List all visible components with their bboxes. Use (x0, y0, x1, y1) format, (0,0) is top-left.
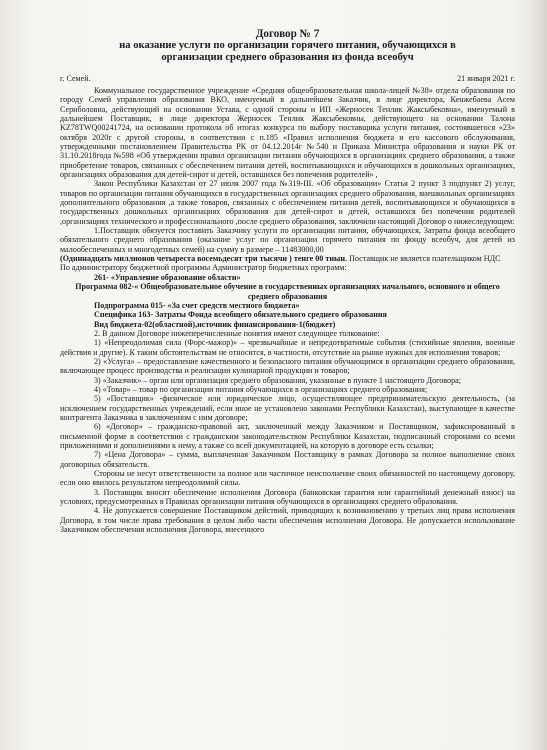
definition-item: 4) «Товар» – товар по организации питания обучающихся в организациях среднего образования; (94, 384, 428, 394)
contract-date: 21 января 2021 г. (457, 73, 515, 83)
page-edge-shadow (529, 0, 547, 750)
definition-item: 7) «Цена Договора» – сумма, выплаченная Заказчиком Поставщику в рамках Договора за полное выполнение своих договорных обязательств. (60, 450, 515, 469)
definition-item: 1) «Непреодолимая сила (Форс-мажор)» – чрезвычайные и непредотвратимые события (стихийные явления, военные действия и другие). К таким обстоятельствам не относится, в частности, отсутствие на рынке нужных для исполнения товаров; (60, 338, 515, 357)
budget-specifics: Специфика 163- Затраты Фонда всеобщего обязательного среднего образования (94, 310, 387, 320)
definition-item: 2) «Услуга» – предоставление качественного и безопасного питания обучающимся в организации среднего образования, включающее процесс производства и реализации кулинарной продукции и товаров; (60, 356, 515, 376)
budget-type: Вид бюджета-02(областной),источник финансирования-1(бюджет) (94, 319, 336, 329)
subject-paragraph: 1.Поставщик обязуется поставить Заказчику услуги по организации питания, обучающихся, Затраты фонда всеобщего обязательного среднего образования (оказание услуг по организации горячего питания по фонду всеобуч, для детей из малообеспеченных и многодетных семей) на сумму в размере – 11483000,00 (60, 226, 515, 254)
parties-paragraph: Коммунальное государственное учреждение «Средняя общеобразовательная школа-лицей №38» отдела образования по городу Семей управления образования ВКО, именуемый в дальнейшем Заказчик, в лице директора, Кенжебаева Асем Сериболовна, действующий на основании Устава, с одной стороны и ИП «Жерносек Тенлик Жаксыбековна», именуемый в дальнейшем Поставщик, в лице директора Жерносек Тенлик Жаксыбековны, действующего на основании Талона KZ78TWQ00241724, на основании протокола об итогах конкурса по выбору поставщика услуги питания, состоявшегося «23» октября 2020г с другой стороны, в соответствии с п.185 «Правил исполнения бюджета и его кассового обслуживания, утвержденными постановлением Правительства РК от 04.12.2014г №540 и Приказа Министра образования и науки РК от 31.10.2018года №598 «Об утверждении правил организации питания обучающихся в организациях среднего образования, а также приобретение товаров, связанных с обеспечением питания детей, воспитывающихся и обучающихся в дошкольных организациях, организациях образования для детей-сирот и детей, оставшихся без попечения родителей» , (60, 85, 515, 180)
contract-subject-line-2: организации среднего образования из фонда всеобуч (161, 52, 414, 64)
admin-line: По администратору бюджетной программы Администратор бюджетных программ: (60, 263, 347, 273)
contract-title (60, 28, 515, 65)
law-paragraph: Закон Республики Казахстан от 27 июля 2007 года №319-III. «Об образовании» Статья 2 пункт 3 подпункт 2) услуг, товаров по организации питания обучающихся в государственных организациях среднего образования, внешкольных организациях дополнительного образования ,а также товаров, связанных с обеспечением питания детей, воспитывающихся и обучающихся в государственных дошкольных организациях образования для детей-сирот и детей, оставшихся без попечения родителей ,организациях технического и профессионального ,после среднего образования, заключили настоящий Договор о нижеследующем: (60, 179, 515, 226)
definition-item: 6) «Договор» – гражданско-правовой акт, заключенный между Заказчиком и Поставщиком, зафиксированный в письменной форме в соответствии с гражданским законодательством Республики Казахстан, подписанный сторонами со всеми приложениями и дополнениями к нему, а также со всей документацией, на которую в договоре есть ссылки; (60, 422, 515, 451)
force-majeure-paragraph: Стороны не несут ответственности за полное или частичное неисполнение своих обязанностей по настоящему договору, если оно явилось результатом непреодолимой силы. (60, 469, 515, 488)
definition-item: 3) «Заказчик» – орган или организация среднего образования, указанные в пункте 1 настоящего Договора; (94, 375, 461, 385)
definitions-intro: 2. В данном Договоре нижеперечисленные понятия имеют следующее толкование: (94, 328, 380, 338)
contract-number: Договор № 7 (255, 28, 320, 40)
contract-document (60, 28, 515, 534)
budget-admin: 261- «Управление образование области» (94, 272, 241, 282)
definition-item: 5) «Поставщик» -физическое или юридическое лицо, осуществляющее предпринимательскую деятельность, (за исключением государственных учреждений, если иное не установлено законами Республики Казахстан), выступающее в качестве контрагента Заказчика в заключенном с ним договоре; (60, 394, 515, 422)
security-paragraph: 3. Поставщик вносит обеспечение исполнения Договора (банковская гарантия или гарантийный денежный взнос) на условиях, предусмотренных в Правилах организации питания обучающихся в организациях среднего образования. (60, 487, 515, 507)
vat-note: Поставщик не является плательщиком НДС (349, 254, 501, 264)
amount-in-words: (Одиннадцать миллионов четыреста восемьдесят три тысячи ) тенге 00 тиын. (60, 254, 348, 264)
contract-subject-line-1: на оказание услуги по организации горячего питания, обучающихся в (119, 40, 456, 52)
amount-paragraph (60, 254, 515, 263)
budget-subprogram: Подпрограмма 015- «За счет средств местного бюджета» (94, 300, 300, 310)
budget-program: Программа 082-« Общеобразовательное обучение в государственных организациях начального, основного и общего среднего образования (75, 282, 500, 301)
third-party-paragraph: 4. Не допускается совершение Поставщиком действий, приводящих к возникновению у третьих лиц права исполнения Договора, в том числе права требования в целом либо части обеспечения исполнения Договора. Не допускается использование Заказчиком обеспечения исполнения Договора, внесенного (60, 506, 515, 535)
contract-place: г. Семей. (60, 73, 91, 83)
place-date-row (60, 74, 515, 83)
